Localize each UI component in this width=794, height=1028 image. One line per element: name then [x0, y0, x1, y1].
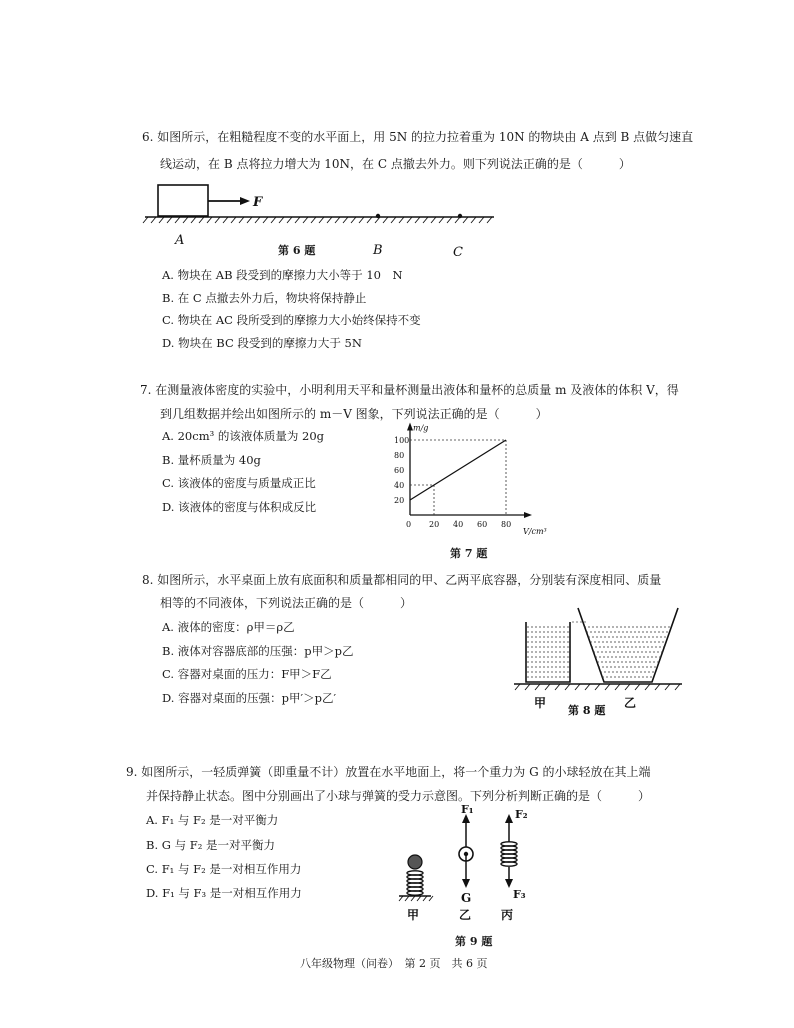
q6-option-c: C. 物块在 AC 段所受到的摩擦力大小始终保持不变: [162, 313, 421, 327]
q8-caption: 第 8 题: [568, 704, 606, 717]
x-tick-label-80: 80: [501, 520, 512, 529]
x-tick-label-40: 40: [453, 520, 464, 529]
q6-ground-hatch: [143, 217, 492, 223]
q9-figure: [385, 800, 560, 930]
q6-caption: 第 6 题: [278, 244, 316, 257]
q6-stem-line2: 线运动，在 B 点将拉力增大为 10N，在 C 点撤去外力。则下列说法正确的是（ ）: [160, 157, 631, 171]
q9-label-bing: 丙: [501, 908, 514, 922]
page-footer: 八年级物理（问卷） 第 2 页 共 6 页: [300, 957, 488, 970]
q9-label-f3: F₃: [513, 888, 526, 901]
q9-spring-bing: [501, 842, 517, 866]
q8-label-jia: 甲: [534, 696, 547, 710]
q7-option-d: D. 该液体的密度与体积成反比: [162, 500, 317, 514]
q9-option-c: C. F₁ 与 F₂ 是一对相互作用力: [146, 862, 302, 876]
q6-stem-line1: 6. 如图所示，在粗糙程度不变的水平面上，用 5N 的拉力拉着重为 10N 的物块由 A 点到 B 点做匀速直: [142, 130, 694, 144]
q6-point-b-label: B: [373, 243, 383, 258]
series-line: [410, 440, 506, 500]
q9-stem-line2: 并保持静止状态。图中分别画出了小球与弹簧的受力示意图。下列分析判断正确的是（ ）: [146, 789, 651, 803]
x-axis-arrow: [524, 512, 532, 518]
q9-option-d: D. F₁ 与 F₃ 是一对相互作用力: [146, 886, 302, 900]
q8-liquid-jia: [527, 627, 569, 677]
y-tick-label-80: 80: [394, 451, 405, 460]
origin-label: 0: [406, 520, 412, 529]
x-axis-label: V/cm³: [523, 527, 547, 536]
q6-point-a-label: A: [175, 233, 185, 248]
q6-force-label: F: [253, 195, 263, 210]
q8-stem-line2: 相等的不同液体，下列说法正确的是（ ）: [160, 596, 413, 610]
q9-ball-jia: [408, 855, 422, 869]
q8-option-c: C. 容器对桌面的压力：F甲＞F乙: [162, 667, 332, 681]
y-tick-label-40: 40: [394, 481, 405, 490]
q7-option-a: A. 20cm³ 的该液体质量为 20g: [162, 429, 325, 443]
q8-container-yi: [578, 608, 678, 682]
q6-option-a: A. 物块在 AB 段受到的摩擦力大小等于 10 N: [162, 268, 403, 282]
q9-caption: 第 9 题: [455, 935, 493, 948]
y-tick-label-20: 20: [394, 496, 405, 505]
q7-caption: 第 7 题: [450, 547, 488, 560]
q7-chart: [385, 420, 600, 545]
q9-label-jia: 甲: [407, 908, 420, 922]
q7-stem-line2: 到几组数据并绘出如图所示的 m－V 图象，下列说法正确的是（ ）: [160, 407, 548, 421]
q7-option-c: C. 该液体的密度与质量成正比: [162, 476, 316, 490]
q6-point-c-dot: [458, 214, 462, 218]
q6-option-b: B. 在 C 点撤去外力后，物块将保持静止: [162, 291, 367, 305]
q6-block: [158, 185, 208, 216]
q8-liquid-yi: [584, 627, 672, 677]
q9-stem-line1: 9. 如图所示，一轻质弹簧（即重量不计）放置在水平地面上，将一个重力为 G 的小球轻放在其上端: [126, 765, 651, 779]
q8-figure: [510, 600, 690, 725]
x-tick-label-60: 60: [477, 520, 488, 529]
y-tick-label-100: 100: [394, 436, 410, 445]
q9-option-b: B. G 与 F₂ 是一对平衡力: [146, 838, 276, 852]
q6-figure: [140, 180, 500, 260]
q8-option-a: A. 液体的密度：ρ甲＝ρ乙: [162, 620, 295, 634]
q8-option-b: B. 液体对容器底部的压强：p甲＞p乙: [162, 644, 354, 658]
q8-stem-line1: 8. 如图所示，水平桌面上放有底面积和质量都相同的甲、乙两平底容器，分别装有深度相同、质量: [142, 573, 662, 587]
q7-option-b: B. 量杯质量为 40g: [162, 453, 261, 467]
y-tick-label-60: 60: [394, 466, 405, 475]
y-axis-label: m/g: [413, 423, 429, 433]
q6-option-d: D. 物块在 BC 段受到的摩擦力大于 5N: [162, 336, 362, 350]
q8-label-yi: 乙: [624, 696, 637, 710]
q6-point-c-label: C: [453, 245, 463, 260]
q9-label-g: G: [461, 891, 472, 905]
q9-label-f2: F₂: [515, 808, 528, 821]
q6-point-b-dot: [376, 214, 380, 218]
q7-stem-line1: 7. 在测量液体密度的实验中，小明利用天平和量杯测量出液体和量杯的总质量 m 及液体的体积 V，得: [140, 383, 679, 397]
q8-option-d: D. 容器对桌面的压强：p甲′＞p乙′: [162, 691, 337, 705]
q9-spring-jia: [407, 871, 423, 895]
q9-option-a: A. F₁ 与 F₂ 是一对平衡力: [146, 813, 279, 827]
q9-label-yi: 乙: [459, 908, 472, 922]
q9-label-f1: F₁: [461, 803, 474, 816]
x-tick-label-20: 20: [429, 520, 440, 529]
